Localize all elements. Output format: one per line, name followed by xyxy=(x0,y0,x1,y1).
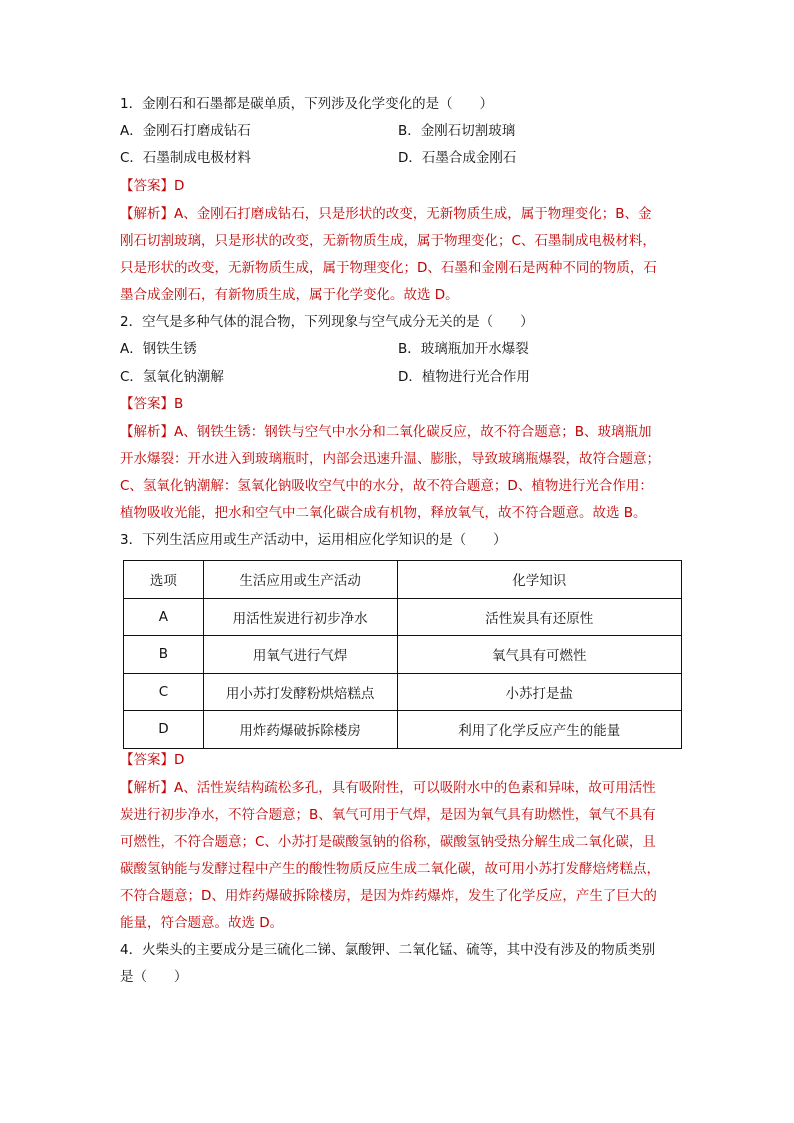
table-row xyxy=(124,598,682,636)
q3-analysis-label: 【解析】 xyxy=(120,780,174,796)
table-header-cell: 生活应用或生产活动 xyxy=(203,561,397,599)
q3-analysis-line-4: 碳酸氢钠能与发酵过程中产生的酸性物质反应生成二氧化碳，故可用小苏打发酵焙烤糕点， xyxy=(120,861,660,877)
q1-option-a: A．金刚石打磨成钻石 xyxy=(120,123,251,139)
table-cell: A xyxy=(124,598,204,636)
q2-analysis-line-2: 开水爆裂：开水进入到玻璃瓶时，内部会迅速升温、膨胀，导致玻璃瓶爆裂，故符合题意； xyxy=(120,451,660,467)
table-cell: 用炸药爆破拆除楼房 xyxy=(203,711,397,749)
q1-answer xyxy=(120,176,184,196)
q2-option-c: C．氢氧化钠潮解 xyxy=(120,369,224,385)
q3-stem: 3．下列生活应用或生产活动中，运用相应化学知识的是（ ） xyxy=(120,532,507,548)
table-row xyxy=(124,636,682,674)
table-cell: 氧气具有可燃性 xyxy=(397,636,682,674)
q1-option-d: D．石墨合成金刚石 xyxy=(398,150,517,166)
q3-answer-label: 【答案】 xyxy=(120,752,174,768)
table-header-cell: 选项 xyxy=(124,561,204,599)
q1-analysis-label: 【解析】 xyxy=(120,206,174,222)
q2-option-a: A．钢铁生锈 xyxy=(120,341,197,357)
q1-answer-value: D xyxy=(174,178,185,194)
q3-analysis-line-3: 可燃性，不符合题意；C、小苏打是碳酸氢钠的俗称，碳酸氢钠受热分解生成二氧化碳，且 xyxy=(120,834,656,850)
q1-option-b: B．金刚石切割玻璃 xyxy=(398,123,516,139)
q3-answer-value: D xyxy=(174,752,185,768)
table-header-cell: 化学知识 xyxy=(397,561,682,599)
q3-table xyxy=(123,560,682,749)
q2-answer-value: B xyxy=(174,396,184,412)
q1-stem: 1．金刚石和石墨都是碳单质，下列涉及化学变化的是（ ） xyxy=(120,96,494,112)
q1-analysis-line-4: 墨合成金刚石，有新物质生成，属于化学变化。故选 D。 xyxy=(120,287,459,303)
table-cell: B xyxy=(124,636,204,674)
table-cell: C xyxy=(124,673,204,711)
table-cell: D xyxy=(124,711,204,749)
q2-option-d: D．植物进行光合作用 xyxy=(398,369,530,385)
q2-analysis-line-4: 植物吸收光能，把水和空气中二氧化碳合成有机物，释放氧气，故不符合题意。故选 B。 xyxy=(120,505,647,521)
table-cell: 利用了化学反应产生的能量 xyxy=(397,711,682,749)
table-cell: 用活性炭进行初步净水 xyxy=(203,598,397,636)
q2-option-b: B．玻璃瓶加开水爆裂 xyxy=(398,341,529,357)
table-cell: 用氧气进行气焊 xyxy=(203,636,397,674)
q2-stem: 2．空气是多种气体的混合物，下列现象与空气成分无关的是（ ） xyxy=(120,314,534,330)
q1-option-c: C．石墨制成电极材料 xyxy=(120,150,251,166)
q3-analysis-line-1: 【解析】A、活性炭结构疏松多孔，具有吸附性，可以吸附水中的色素和异味，故可用活性 xyxy=(120,780,656,796)
table-header-row xyxy=(124,561,682,599)
q2-analysis-label: 【解析】 xyxy=(120,424,174,440)
table-cell: 用小苏打发酵粉烘焙糕点 xyxy=(203,673,397,711)
q2-answer-label: 【答案】 xyxy=(120,396,174,412)
q1-analysis-line-3: 只是形状的改变，无新物质生成，属于物理变化；D、石墨和金刚石是两种不同的物质，石 xyxy=(120,260,657,276)
q2-answer xyxy=(120,394,183,414)
table-cell: 活性炭具有还原性 xyxy=(397,598,682,636)
q3-analysis-line-6: 能量，符合题意。故选 D。 xyxy=(120,915,284,931)
q3-analysis-line-5: 不符合题意；D、用炸药爆破拆除楼房，是因为炸药爆炸，发生了化学反应，产生了巨大的 xyxy=(120,888,657,904)
q4-stem-line-2: 是（ ） xyxy=(120,969,188,985)
q1-answer-label: 【答案】 xyxy=(120,178,174,194)
q4-stem-line-1: 4．火柴头的主要成分是三硫化二锑、氯酸钾、二氧化锰、硫等，其中没有涉及的物质类别 xyxy=(120,942,656,958)
q1-analysis-line-1: 【解析】A、金刚石打磨成钻石，只是形状的改变，无新物质生成，属于物理变化；B、金 xyxy=(120,206,652,222)
q1-options-row1 xyxy=(120,121,516,141)
q1-analysis-line-2: 刚石切割玻璃，只是形状的改变，无新物质生成，属于物理变化；C、石墨制成电极材料， xyxy=(120,233,656,249)
q1-options-row2 xyxy=(120,148,517,168)
q3-answer xyxy=(120,750,184,770)
q2-analysis-line-3: C、氢氧化钠潮解：氢氧化钠吸收空气中的水分，故不符合题意；D、植物进行光合作用： xyxy=(120,478,653,494)
table-cell: 小苏打是盐 xyxy=(397,673,682,711)
q2-analysis-line-1: 【解析】A、钢铁生锈：钢铁与空气中水分和二氧化碳反应，故不符合题意；B、玻璃瓶加 xyxy=(120,424,652,440)
table-row xyxy=(124,673,682,711)
q2-options-row2 xyxy=(120,367,530,387)
q3-analysis-line-2: 炭进行初步净水，不符合题意；B、氧气可用于气焊，是因为氧气具有助燃性，氧气不具有 xyxy=(120,807,656,823)
table-row xyxy=(124,711,682,749)
q2-options-row1 xyxy=(120,339,529,359)
